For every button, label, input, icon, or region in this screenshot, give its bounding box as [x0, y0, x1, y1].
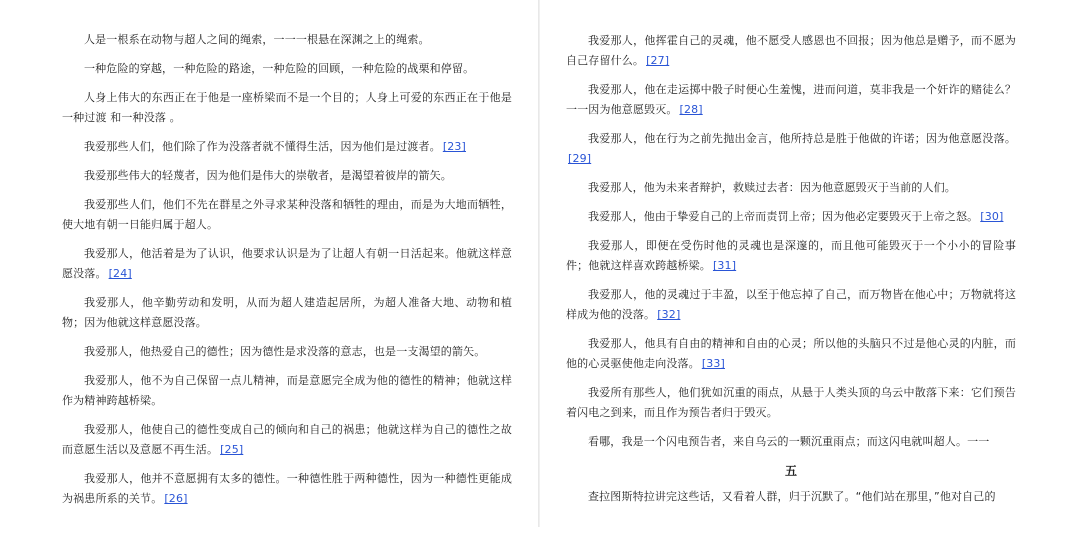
paragraph-text: 一种危险的穿越，一种危险的路途，一种危险的回顾，一种危险的战栗和停留。 — [84, 62, 475, 75]
paragraph — [62, 195, 512, 235]
paragraph — [566, 334, 1016, 374]
paragraph-text: 我爱那些伟大的轻蔑者，因为他们是伟大的崇敬者，是渴望着彼岸的箭矢。 — [84, 169, 452, 182]
paragraph — [62, 293, 512, 333]
paragraph-text: 我爱那人，他辛勤劳动和发明，从而为超人建造起居所，为超人准备大地、动物和植物；因为他就这样意愿没落。 — [62, 296, 512, 329]
footnote-link[interactable]: [31] — [712, 259, 737, 272]
paragraph — [62, 59, 512, 79]
paragraph-text: 我爱所有那些人，他们犹如沉重的雨点，从悬于人类头顶的乌云中散落下来：它们预告着闪电之到来，而且作为预告者归于毁灭。 — [566, 386, 1016, 419]
paragraph-text: 我爱那人，他热爱自己的德性；因为德性是求没落的意志，也是一支渴望的箭矢。 — [84, 345, 486, 358]
paragraph-text: 查拉图斯特拉讲完这些话，又看着人群，归于沉默了。“他们站在那里，”他对自己的 — [588, 490, 996, 503]
footnote-link[interactable]: [26] — [164, 492, 188, 505]
paragraph — [62, 342, 512, 362]
footnote-link[interactable]: [29] — [568, 152, 592, 165]
paragraph — [566, 80, 1016, 120]
paragraph — [62, 469, 512, 509]
footnote-link[interactable]: [32] — [657, 308, 681, 321]
page-gutter — [538, 0, 540, 527]
paragraph — [566, 285, 1016, 325]
paragraph — [62, 420, 512, 460]
section-heading: 五 — [784, 464, 797, 478]
paragraph — [566, 236, 1016, 276]
footnote-link[interactable]: [30] — [980, 210, 1004, 223]
paragraph — [566, 383, 1016, 423]
paragraph-text: 我爱那人，他的灵魂过于丰盈，以至于他忘掉了自己，而万物皆在他心中；万物就将这样成为他的没落。 — [566, 288, 1016, 321]
left-page — [62, 0, 512, 557]
paragraph — [62, 166, 512, 186]
paragraph-text: 我爱那人，他不为自己保留一点儿精神，而是意愿完全成为他的德性的精神；他就这样作为精神跨越桥梁。 — [62, 374, 512, 407]
paragraph — [62, 244, 512, 284]
footnote-link[interactable]: [33] — [701, 357, 725, 370]
paragraph — [62, 137, 512, 157]
paragraph-text: 我爱那人，他并不意愿拥有太多的德性。一种德性胜于两种德性，因为一种德性更能成为祸患所系的关节。 — [62, 472, 512, 505]
paragraph — [566, 129, 1016, 169]
paragraph — [566, 487, 1016, 507]
paragraph-text: 我爱那人，他具有自由的精神和自由的心灵；所以他的头脑只不过是他心灵的内脏，而他的心灵驱使他走向没落。 — [566, 337, 1016, 370]
paragraph — [566, 178, 1016, 198]
paragraph-text: 看哪，我是一个闪电预告者，来自乌云的一颗沉重雨点；而这闪电就叫超人。一一 — [588, 435, 990, 448]
right-page — [566, 0, 1016, 558]
paragraph-text: 我爱那人，他使自己的德性变成自己的倾向和自己的祸患；他就这样为自己的德性之故而意愿生活以及意愿不再生活。 — [62, 423, 512, 456]
paragraph-text: 我爱那人，他为未来者辩护，救赎过去者：因为他意愿毁灭于当前的人们。 — [588, 181, 956, 194]
paragraph-text: 我爱那人，他在走运掷中骰子时便心生羞愧，进而问道，莫非我是一个奸诈的赌徒么？一一因为他意愿毁灭。 — [566, 83, 1016, 116]
footnote-link[interactable]: [25] — [220, 443, 244, 456]
footnote-link[interactable]: [23] — [442, 140, 466, 153]
paragraph — [62, 371, 512, 411]
paragraph — [62, 30, 512, 50]
paragraph-text: 我爱那些人们，他们不先在群星之外寻求某种没落和牺牲的理由，而是为大地而牺牲，使大地有朝一日能归属于超人。 — [62, 198, 512, 231]
paragraph — [566, 432, 1016, 452]
paragraph — [566, 31, 1016, 71]
paragraph-text: 我爱那人，他活着是为了认识，他要求认识是为了让超人有朝一日活起来。他就这样意愿没落。 — [62, 247, 512, 280]
paragraph-text: 我爱那些人们，他们除了作为没落者就不懂得生活，因为他们是过渡者。 — [84, 140, 441, 153]
paragraph-text: 人是一根系在动物与超人之间的绳索，一一一根悬在深渊之上的绳索。 — [84, 33, 430, 46]
paragraph-text: 我爱那人，他在行为之前先抛出金言，他所持总是胜于他做的许诺；因为他意愿没落。 — [588, 132, 1016, 145]
footnote-link[interactable]: [28] — [679, 103, 703, 116]
paragraph-text: 人身上伟大的东西正在于他是一座桥梁而不是一个目的；人身上可爱的东西正在于他是一种过渡 和一种没落 。 — [62, 91, 512, 124]
paragraph-text: 我爱那人，他挥霍自己的灵魂，他不愿受人感恩也不回报；因为他总是赠予，而不愿为自己存留什么。 — [566, 34, 1016, 67]
paragraph-text: 我爱那人，他由于挚爱自己的上帝而责罚上帝；因为他必定要毁灭于上帝之怒。 — [588, 210, 979, 223]
footnote-link[interactable]: [27] — [646, 54, 670, 67]
footnote-link[interactable]: [24] — [108, 267, 132, 280]
paragraph-text: 我爱那人，即便在受伤时他的灵魂也是深邃的，而且他可能毁灭于一个小小的冒险事件；他就这样喜欢跨越桥梁。 — [566, 239, 1016, 272]
paragraph — [566, 207, 1016, 227]
paragraph — [62, 88, 512, 128]
